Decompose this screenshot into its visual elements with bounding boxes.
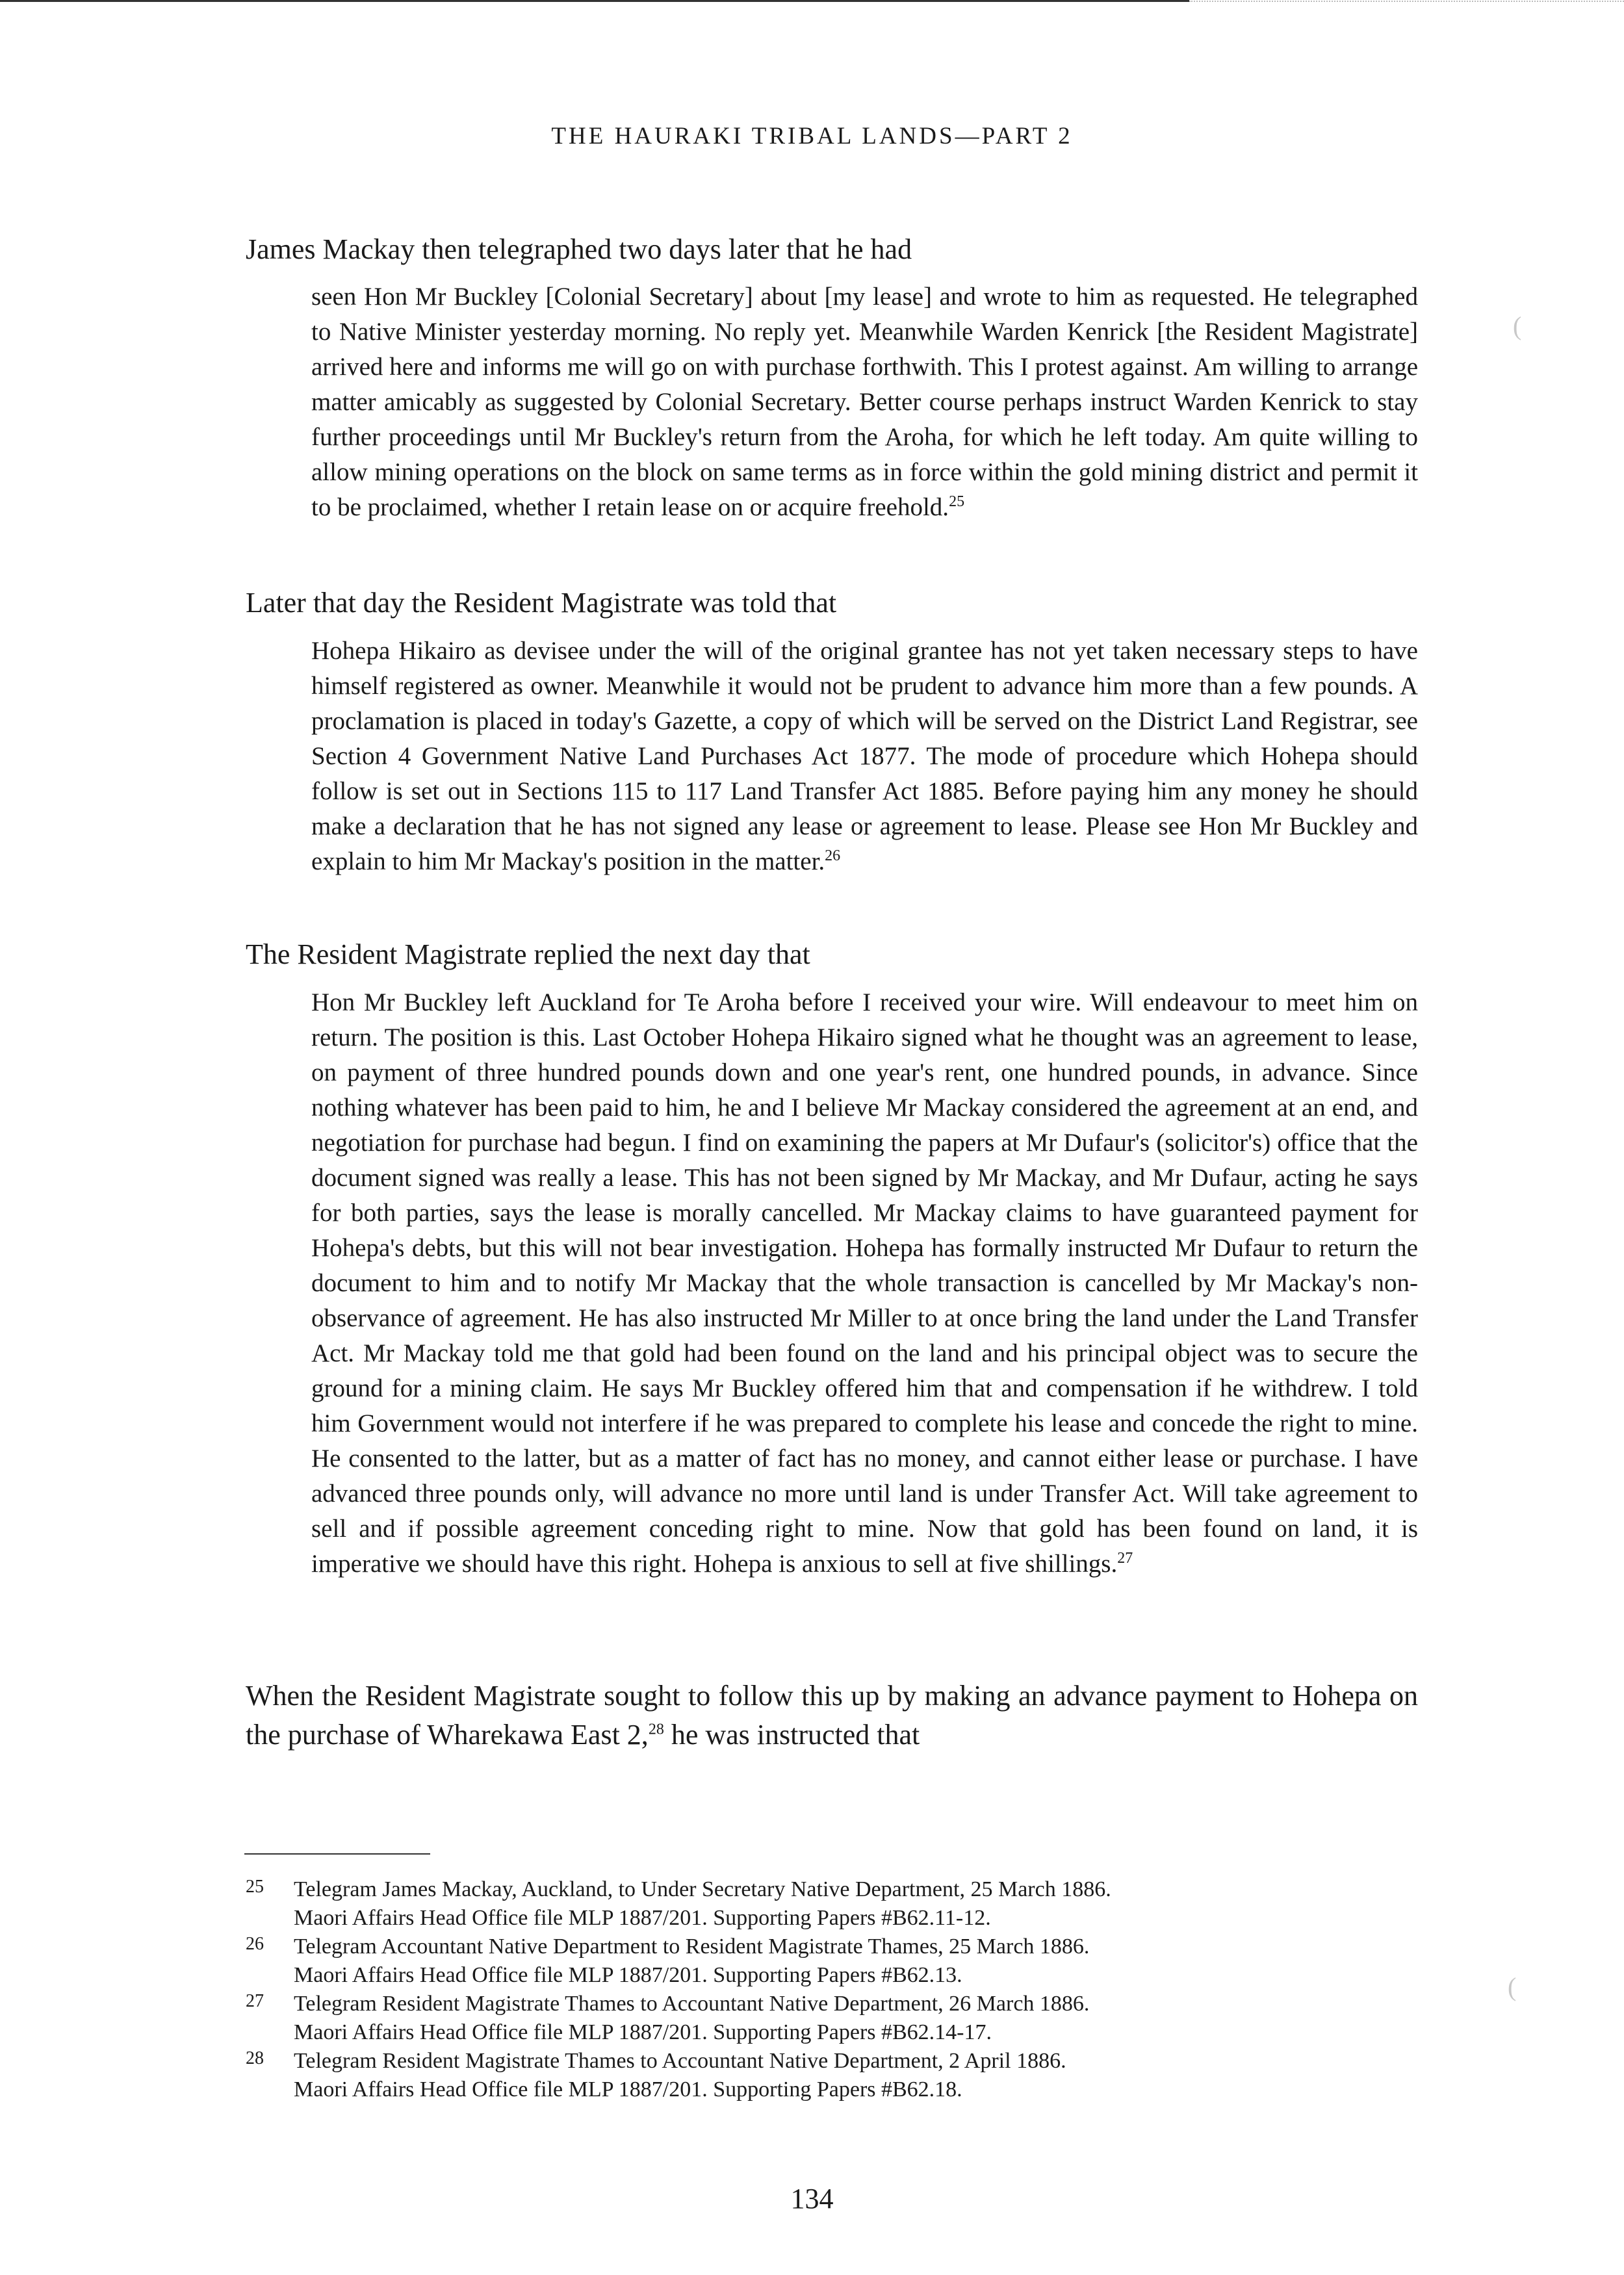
block-quote-1	[311, 279, 1418, 525]
footnote-ref-27: 27	[1117, 1550, 1133, 1567]
lead-paragraph-4-tail: he was instructed that	[671, 1719, 920, 1751]
lead-paragraph-4-text: When the Resident Magistrate sought to follow this up by making an advance payment to Hohepa on the purchase of Wharekawa East 2,	[246, 1680, 1418, 1751]
footnote-line-1: Telegram James Mackay, Auckland, to Under Secretary Native Department, 25 March 1886.	[294, 1877, 1111, 1901]
footnote-line-1: Telegram Resident Magistrate Thames to Accountant Native Department, 2 April 1886.	[294, 2049, 1066, 2073]
footnote-line-2: Maori Affairs Head Office file MLP 1887/201. Supporting Papers #B62.18.	[294, 2077, 962, 2101]
lead-paragraph-1: James Mackay then telegraphed two days later that he had	[246, 233, 912, 265]
lead-paragraph-3: The Resident Magistrate replied the next day that	[246, 938, 810, 970]
page-number: 134	[790, 2183, 834, 2215]
lead-paragraph-2: Later that day the Resident Magistrate was told that	[246, 587, 837, 619]
footnote-separator	[244, 1853, 430, 1855]
footnote-line-2: Maori Affairs Head Office file MLP 1887/201. Supporting Papers #B62.11-12.	[294, 1906, 991, 1930]
block-quote-3	[311, 985, 1418, 1582]
footnote-text	[294, 1875, 1347, 1933]
footnote-ref-26: 26	[825, 847, 841, 864]
footnote-text	[294, 1933, 1347, 1990]
running-head: THE HAURAKI TRIBAL LANDS—PART 2	[551, 123, 1073, 149]
block-quote-1-text: seen Hon Mr Buckley [Colonial Secretary] about [my lease] and wrote to him as requested. He telegraphed to Native Minister yesterday morning. No reply yet. Meanwhile Warden Kenrick [the Resident Magistrate] arrived here and informs me will go on with purchase forthwith. This I protest against. Am willing to arrange matter amicably as suggested by Colonial Secretary. Better course perhaps instruct Warden Kenrick to stay further proceedings until Mr Buckley's return from the Aroha, for which he left today. Am quite willing to allow mining operations on the block on same terms as in force within the gold mining district and permit it to be proclaimed, whether I retain lease on or acquire freehold.	[311, 283, 1418, 521]
footnote-number: 27	[246, 1991, 264, 2011]
footnote-text	[294, 1990, 1347, 2047]
footnote-line-1: Telegram Resident Magistrate Thames to Accountant Native Department, 26 March 1886.	[294, 1992, 1090, 2016]
block-quote-2-text: Hohepa Hikairo as devisee under the will of the original grantee has not yet taken necessary steps to have himself registered as owner. Meanwhile it would not be prudent to advance him more than a few pounds. A proclamation is placed in today's Gazette, a copy of which will be served on the District Land Registrar, see Section 4 Government Native Land Purchases Act 1877. The mode of procedure which Hohepa should follow is set out in Sections 115 to 117 Land Transfer Act 1885. Before paying him any money he should make a declaration that he has not signed any lease or agreement to lease. Please see Hon Mr Buckley and explain to him Mr Mackay's position in the matter.	[311, 637, 1418, 875]
top-scan-rule-faint	[1189, 1, 1624, 3]
footnote-number: 28	[246, 2048, 264, 2068]
footnote-ref-28: 28	[648, 1721, 664, 1738]
block-quote-2	[311, 634, 1418, 879]
footnote-line-1: Telegram Accountant Native Department to Resident Magistrate Thames, 25 March 1886.	[294, 1934, 1090, 1959]
footnote-line-2: Maori Affairs Head Office file MLP 1887/201. Supporting Papers #B62.14-17.	[294, 2020, 992, 2044]
footnote-text	[294, 2047, 1347, 2104]
top-scan-rule	[0, 0, 1189, 2]
margin-scan-mark: (	[1508, 1972, 1517, 2001]
margin-scan-mark: (	[1513, 311, 1522, 341]
footnote-number: 26	[246, 1934, 264, 1954]
footnote-line-2: Maori Affairs Head Office file MLP 1887/201. Supporting Papers #B62.13.	[294, 1963, 962, 1987]
footnote-number: 25	[246, 1877, 264, 1897]
lead-paragraph-4	[246, 1677, 1418, 1754]
footnote-ref-25: 25	[949, 493, 965, 510]
block-quote-3-text: Hon Mr Buckley left Auckland for Te Aroha before I received your wire. Will endeavour to meet him on return. The position is this. Last October Hohepa Hikairo signed what he thought was an agreement to lease, on payment of three hundred pounds down and one year's rent, one hundred pounds, in advance. Since nothing whatever has been paid to him, he and I believe Mr Mackay considered the agreement at an end, and negotiation for purchase had begun. I find on examining the papers at Mr Dufaur's (solicitor's) office that the document signed was really a lease. This has not been signed by Mr Mackay, and Mr Dufaur, acting he says for both parties, says the lease is morally cancelled. Mr Mackay claims to have guaranteed payment for Hohepa's debts, but this will not bear investigation. Hohepa has formally instructed Mr Dufaur to return the document to him and to notify Mr Mackay that the whole transaction is cancelled by Mr Mackay's non-observance of agreement. He has also instructed Mr Miller to at once bring the land under the Land Transfer Act. Mr Mackay told me that gold had been found on the land and his principal object was to secure the ground for a mining claim. He says Mr Buckley offered him that and compensation if he withdrew. I told him Government would not interfere if he was prepared to complete his lease and concede the right to mine. He consented to the latter, but as a matter of fact has no money, and cannot either lease or purchase. I have advanced three pounds only, will advance no more until land is under Transfer Act. Will take agreement to sell and if possible agreement conceding right to mine. Now that gold has been found on land, it is imperative we should have this right. Hohepa is anxious to sell at five shillings.	[311, 988, 1418, 1578]
